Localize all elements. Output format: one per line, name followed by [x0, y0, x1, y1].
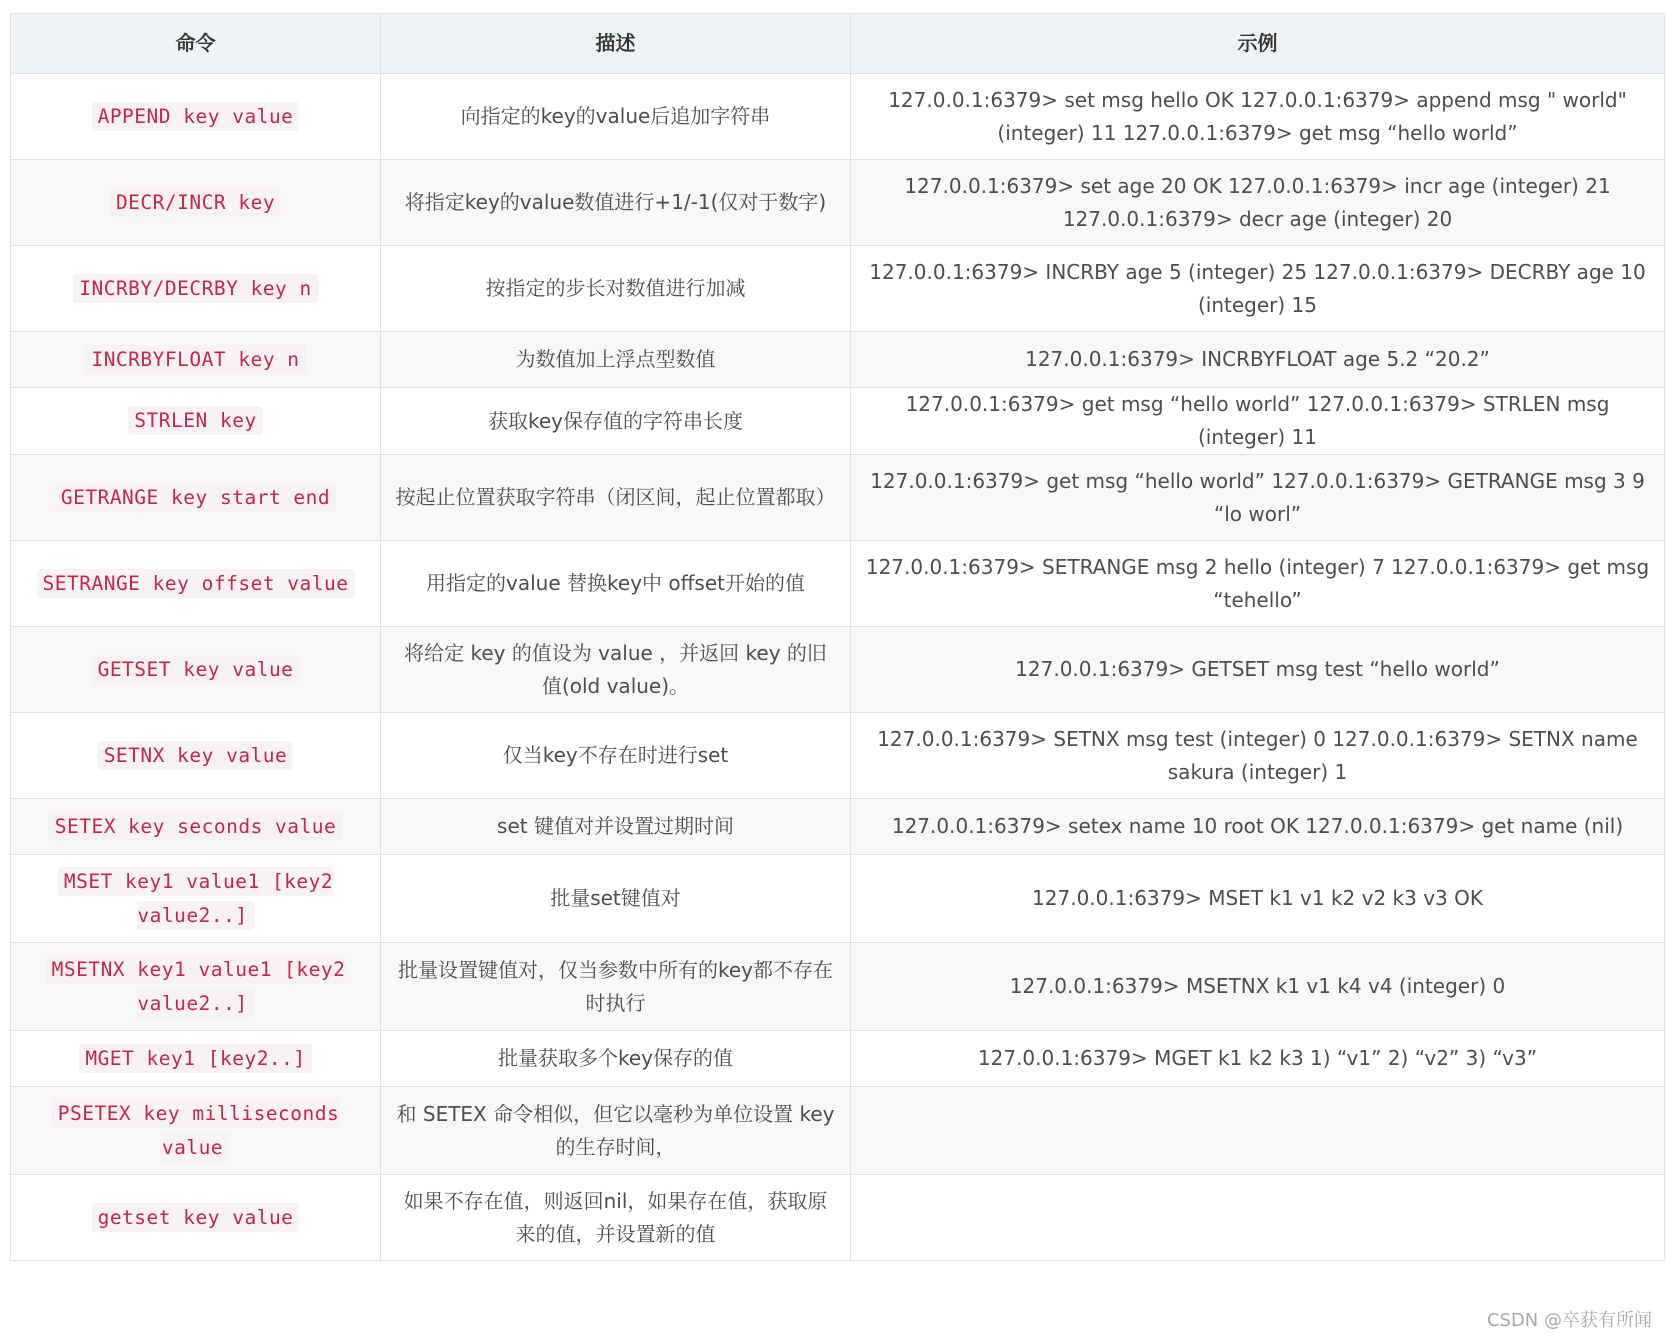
command-cell — [11, 855, 381, 943]
command-cell — [11, 332, 381, 388]
description-cell: 批量set键值对 — [381, 855, 851, 943]
header-description: 描述 — [381, 14, 851, 74]
command-cell — [11, 388, 381, 455]
description-cell: 批量获取多个key保存的值 — [381, 1031, 851, 1087]
command-code: SETRANGE key offset value — [37, 569, 355, 598]
example-cell: 127.0.0.1:6379> get msg “hello world” 127.0.0.1:6379> STRLEN msg (integer) 11 — [851, 388, 1665, 455]
header-command: 命令 — [11, 14, 381, 74]
command-cell — [11, 799, 381, 855]
description-cell: 按指定的步长对数值进行加减 — [381, 246, 851, 332]
table-row — [11, 388, 1665, 455]
command-cell — [11, 246, 381, 332]
example-cell: 127.0.0.1:6379> INCRBY age 5 (integer) 25 127.0.0.1:6379> DECRBY age 10 (integer) 15 — [851, 246, 1665, 332]
example-cell: 127.0.0.1:6379> SETRANGE msg 2 hello (integer) 7 127.0.0.1:6379> get msg “tehello” — [851, 541, 1665, 627]
example-cell — [851, 1175, 1665, 1261]
command-table-container — [10, 13, 1664, 1261]
table-row — [11, 627, 1665, 713]
example-cell — [851, 1087, 1665, 1175]
redis-string-commands-table — [10, 13, 1665, 1261]
command-cell — [11, 1175, 381, 1261]
table-row — [11, 799, 1665, 855]
command-code: SETNX key value — [98, 741, 294, 770]
command-code: INCRBY/DECRBY key n — [73, 274, 318, 303]
description-cell: 仅当key不存在时进行set — [381, 713, 851, 799]
command-code: GETSET key value — [92, 655, 300, 684]
example-cell: 127.0.0.1:6379> MSETNX k1 v1 k4 v4 (integer) 0 — [851, 943, 1665, 1031]
table-row — [11, 332, 1665, 388]
description-cell: 获取key保存值的字符串长度 — [381, 388, 851, 455]
command-cell — [11, 455, 381, 541]
command-code: INCRBYFLOAT key n — [85, 345, 305, 374]
table-row — [11, 246, 1665, 332]
description-cell: 按起止位置获取字符串（闭区间，起止位置都取） — [381, 455, 851, 541]
command-code: APPEND key value — [92, 102, 300, 131]
command-code: STRLEN key — [128, 406, 262, 435]
description-cell: 将指定key的value数值进行+1/-1(仅对于数字) — [381, 160, 851, 246]
description-cell: 将给定 key 的值设为 value ，并返回 key 的旧值(old value)。 — [381, 627, 851, 713]
table-row — [11, 455, 1665, 541]
table-row — [11, 855, 1665, 943]
description-cell: 向指定的key的value后追加字符串 — [381, 74, 851, 160]
example-cell: 127.0.0.1:6379> MSET k1 v1 k2 v2 k3 v3 OK — [851, 855, 1665, 943]
command-code: GETRANGE key start end — [55, 483, 336, 512]
example-cell: 127.0.0.1:6379> set msg hello OK 127.0.0.1:6379> append msg " world" (integer) 11 127.0.0.1:6379> get msg “hello world” — [851, 74, 1665, 160]
command-cell — [11, 713, 381, 799]
command-code: MSET key1 value1 [key2 value2..] — [58, 867, 333, 930]
command-code: DECR/INCR key — [110, 188, 281, 217]
command-code: MSETNX key1 value1 [key2 value2..] — [46, 955, 346, 1018]
description-cell: 如果不存在值，则返回nil，如果存在值，获取原来的值，并设置新的值 — [381, 1175, 851, 1261]
example-cell: 127.0.0.1:6379> GETSET msg test “hello world” — [851, 627, 1665, 713]
example-cell: 127.0.0.1:6379> MGET k1 k2 k3 1) “v1” 2) “v2” 3) “v3” — [851, 1031, 1665, 1087]
command-cell — [11, 74, 381, 160]
example-cell: 127.0.0.1:6379> SETNX msg test (integer) 0 127.0.0.1:6379> SETNX name sakura (integer) 1 — [851, 713, 1665, 799]
description-cell: 用指定的value 替换key中 offset开始的值 — [381, 541, 851, 627]
description-cell: 和 SETEX 命令相似，但它以毫秒为单位设置 key 的生存时间， — [381, 1087, 851, 1175]
description-cell: 批量设置键值对，仅当参数中所有的key都不存在时执行 — [381, 943, 851, 1031]
table-row — [11, 160, 1665, 246]
table-row — [11, 1087, 1665, 1175]
command-cell — [11, 627, 381, 713]
description-cell: set 键值对并设置过期时间 — [381, 799, 851, 855]
command-cell — [11, 1087, 381, 1175]
example-cell: 127.0.0.1:6379> INCRBYFLOAT age 5.2 “20.2” — [851, 332, 1665, 388]
table-row — [11, 74, 1665, 160]
command-code: SETEX key seconds value — [49, 812, 343, 841]
table-row — [11, 541, 1665, 627]
table-row — [11, 713, 1665, 799]
command-code: MGET key1 [key2..] — [79, 1044, 311, 1073]
table-header-row — [11, 14, 1665, 74]
command-code: getset key value — [92, 1203, 300, 1232]
header-example: 示例 — [851, 14, 1665, 74]
example-cell: 127.0.0.1:6379> set age 20 OK 127.0.0.1:6379> incr age (integer) 21 127.0.0.1:6379> decr age (integer) 20 — [851, 160, 1665, 246]
table-row — [11, 1175, 1665, 1261]
table-row — [11, 943, 1665, 1031]
command-cell — [11, 541, 381, 627]
command-code: PSETEX key milliseconds value — [52, 1099, 340, 1162]
description-cell: 为数值加上浮点型数值 — [381, 332, 851, 388]
table-row — [11, 1031, 1665, 1087]
example-cell: 127.0.0.1:6379> setex name 10 root OK 127.0.0.1:6379> get name (nil) — [851, 799, 1665, 855]
example-cell: 127.0.0.1:6379> get msg “hello world” 127.0.0.1:6379> GETRANGE msg 3 9 “lo worl” — [851, 455, 1665, 541]
command-cell — [11, 1031, 381, 1087]
command-cell — [11, 160, 381, 246]
csdn-watermark: CSDN @卒获有所闻 — [1486, 1310, 1652, 1331]
command-cell — [11, 943, 381, 1031]
